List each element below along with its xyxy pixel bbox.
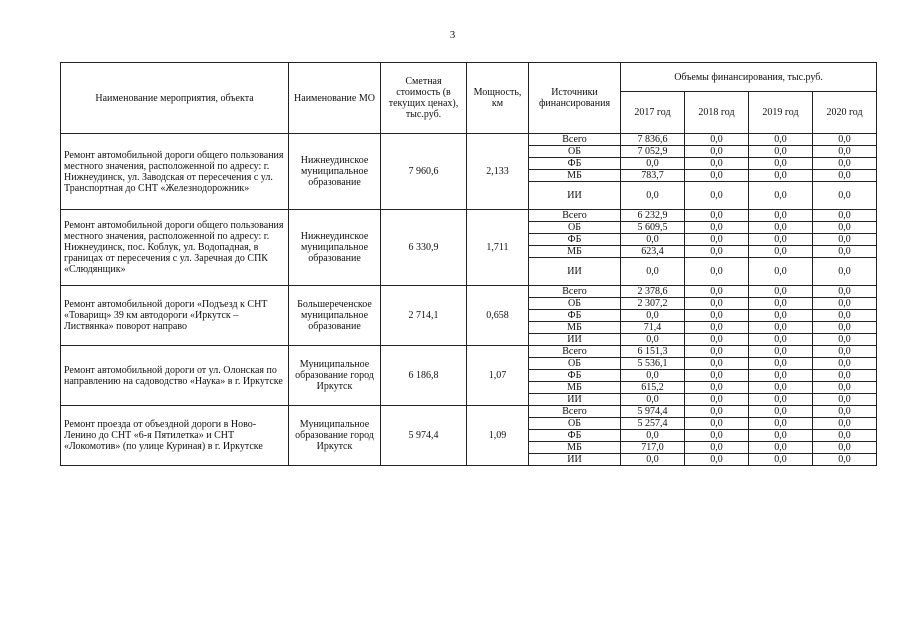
value-cell: 0,0 — [685, 210, 749, 222]
source-label-cell: ИИ — [529, 182, 621, 210]
value-cell: 2 378,6 — [621, 286, 685, 298]
value-cell: 0,0 — [749, 346, 813, 358]
value-cell: 0,0 — [813, 418, 877, 430]
value-cell: 0,0 — [813, 258, 877, 286]
value-cell: 0,0 — [749, 182, 813, 210]
source-label-cell: ФБ — [529, 158, 621, 170]
header-mo: Наименование МО — [289, 63, 381, 134]
value-cell: 0,0 — [749, 382, 813, 394]
value-cell: 0,0 — [749, 358, 813, 370]
value-cell: 0,0 — [813, 442, 877, 454]
value-cell: 0,0 — [813, 210, 877, 222]
value-cell: 0,0 — [749, 146, 813, 158]
source-label-cell: Всего — [529, 406, 621, 418]
value-cell: 0,0 — [621, 158, 685, 170]
value-cell: 0,0 — [685, 454, 749, 466]
value-cell: 717,0 — [621, 442, 685, 454]
source-label-cell: ИИ — [529, 394, 621, 406]
header-cost: Сметная стоимость (в текущих ценах), тыс.руб. — [381, 63, 467, 134]
value-cell: 7 052,9 — [621, 146, 685, 158]
mo-cell: Нижнеудинское муниципальное образование — [289, 134, 381, 210]
value-cell: 0,0 — [621, 370, 685, 382]
value-cell: 623,4 — [621, 246, 685, 258]
value-cell: 0,0 — [685, 406, 749, 418]
value-cell: 0,0 — [749, 454, 813, 466]
value-cell: 0,0 — [685, 346, 749, 358]
value-cell: 0,0 — [749, 394, 813, 406]
source-label-cell: Всего — [529, 210, 621, 222]
value-cell: 0,0 — [749, 298, 813, 310]
value-cell: 0,0 — [685, 358, 749, 370]
header-sources: Источники финансирования — [529, 63, 621, 134]
value-cell: 0,0 — [685, 158, 749, 170]
value-cell: 0,0 — [685, 430, 749, 442]
value-cell: 0,0 — [813, 454, 877, 466]
value-cell: 0,0 — [685, 310, 749, 322]
value-cell: 0,0 — [749, 334, 813, 346]
table-row — [61, 406, 877, 418]
source-label-cell: ОБ — [529, 358, 621, 370]
header-object-name: Наименование мероприятия, объекта — [61, 63, 289, 134]
value-cell: 0,0 — [749, 158, 813, 170]
mo-cell: Муниципальное образование город Иркутск — [289, 406, 381, 466]
source-label-cell: ИИ — [529, 258, 621, 286]
value-cell: 5 974,4 — [621, 406, 685, 418]
cost-cell: 6 330,9 — [381, 210, 467, 286]
value-cell: 0,0 — [813, 382, 877, 394]
value-cell: 0,0 — [685, 298, 749, 310]
value-cell: 0,0 — [813, 430, 877, 442]
table-row — [61, 134, 877, 146]
mo-cell: Большереченское муниципальное образование — [289, 286, 381, 346]
value-cell: 0,0 — [749, 246, 813, 258]
value-cell: 0,0 — [813, 134, 877, 146]
value-cell: 0,0 — [621, 182, 685, 210]
value-cell: 0,0 — [813, 298, 877, 310]
object-name-cell: Ремонт автомобильной дороги «Подъезд к СНТ «Товарищ» 39 км автодороги «Иркутск – Листвянка» поворот направо — [61, 286, 289, 346]
value-cell: 0,0 — [749, 310, 813, 322]
header-year-2019: 2019 год — [749, 92, 813, 134]
source-label-cell: ИИ — [529, 334, 621, 346]
value-cell: 0,0 — [813, 146, 877, 158]
value-cell: 0,0 — [749, 210, 813, 222]
value-cell: 0,0 — [685, 246, 749, 258]
source-label-cell: Всего — [529, 346, 621, 358]
value-cell: 0,0 — [621, 430, 685, 442]
power-cell: 1,711 — [467, 210, 529, 286]
source-label-cell: ФБ — [529, 370, 621, 382]
value-cell: 0,0 — [749, 430, 813, 442]
header-year-2020: 2020 год — [813, 92, 877, 134]
value-cell: 0,0 — [813, 158, 877, 170]
value-cell: 0,0 — [749, 442, 813, 454]
value-cell: 0,0 — [685, 394, 749, 406]
value-cell: 0,0 — [685, 182, 749, 210]
object-name-cell: Ремонт автомобильной дороги общего пользования местного значения, расположенной по адресу: г. Нижнеудинск, пос. Коблук, ул. Водопадная, в границах от пересечения с ул. Заречная до СПК «Слюдянщик» — [61, 210, 289, 286]
mo-cell: Муниципальное образование город Иркутск — [289, 346, 381, 406]
source-label-cell: МБ — [529, 322, 621, 334]
value-cell: 0,0 — [685, 134, 749, 146]
value-cell: 0,0 — [813, 286, 877, 298]
value-cell: 0,0 — [621, 258, 685, 286]
page-number: 3 — [449, 29, 456, 41]
source-label-cell: ОБ — [529, 298, 621, 310]
value-cell: 0,0 — [813, 346, 877, 358]
value-cell: 0,0 — [813, 322, 877, 334]
value-cell: 0,0 — [813, 310, 877, 322]
value-cell: 0,0 — [621, 310, 685, 322]
value-cell: 0,0 — [685, 322, 749, 334]
value-cell: 0,0 — [813, 394, 877, 406]
value-cell: 0,0 — [685, 146, 749, 158]
cost-cell: 7 960,6 — [381, 134, 467, 210]
value-cell: 7 836,6 — [621, 134, 685, 146]
value-cell: 0,0 — [685, 170, 749, 182]
value-cell: 0,0 — [685, 418, 749, 430]
cost-cell: 2 714,1 — [381, 286, 467, 346]
source-label-cell: МБ — [529, 246, 621, 258]
value-cell: 0,0 — [749, 258, 813, 286]
value-cell: 0,0 — [813, 222, 877, 234]
value-cell: 0,0 — [813, 358, 877, 370]
value-cell: 0,0 — [749, 418, 813, 430]
value-cell: 5 536,1 — [621, 358, 685, 370]
header-year-2017: 2017 год — [621, 92, 685, 134]
object-name-cell: Ремонт автомобильной дороги общего пользования местного значения, расположенной по адресу: г. Нижнеудинск, ул. Заводская от пересечения с ул. Транспортная до СНТ «Железнодорожник» — [61, 134, 289, 210]
table-row — [61, 210, 877, 222]
source-label-cell: ОБ — [529, 222, 621, 234]
value-cell: 0,0 — [685, 222, 749, 234]
value-cell: 0,0 — [813, 234, 877, 246]
header-volumes: Объемы финансирования, тыс.руб. — [621, 63, 877, 92]
source-label-cell: ФБ — [529, 310, 621, 322]
value-cell: 0,0 — [749, 134, 813, 146]
mo-cell: Нижнеудинское муниципальное образование — [289, 210, 381, 286]
financing-table — [60, 62, 877, 466]
value-cell: 0,0 — [749, 370, 813, 382]
value-cell: 0,0 — [749, 170, 813, 182]
value-cell: 0,0 — [621, 234, 685, 246]
value-cell: 0,0 — [749, 406, 813, 418]
value-cell: 0,0 — [813, 246, 877, 258]
source-label-cell: ОБ — [529, 146, 621, 158]
value-cell: 71,4 — [621, 322, 685, 334]
value-cell: 0,0 — [749, 234, 813, 246]
value-cell: 6 232,9 — [621, 210, 685, 222]
value-cell: 0,0 — [749, 286, 813, 298]
header-power: Мощность, км — [467, 63, 529, 134]
value-cell: 0,0 — [685, 442, 749, 454]
cost-cell: 5 974,4 — [381, 406, 467, 466]
source-label-cell: Всего — [529, 286, 621, 298]
value-cell: 6 151,3 — [621, 346, 685, 358]
value-cell: 0,0 — [685, 286, 749, 298]
power-cell: 0,658 — [467, 286, 529, 346]
source-label-cell: МБ — [529, 442, 621, 454]
table-body — [61, 134, 877, 466]
table-row — [61, 346, 877, 358]
source-label-cell: ОБ — [529, 418, 621, 430]
source-label-cell: ФБ — [529, 234, 621, 246]
value-cell: 0,0 — [813, 170, 877, 182]
source-label-cell: ИИ — [529, 454, 621, 466]
value-cell: 0,0 — [621, 394, 685, 406]
value-cell: 783,7 — [621, 170, 685, 182]
value-cell: 0,0 — [685, 382, 749, 394]
value-cell: 5 257,4 — [621, 418, 685, 430]
header-year-2018: 2018 год — [685, 92, 749, 134]
value-cell: 0,0 — [813, 370, 877, 382]
value-cell: 0,0 — [685, 334, 749, 346]
value-cell: 2 307,2 — [621, 298, 685, 310]
value-cell: 0,0 — [685, 234, 749, 246]
value-cell: 0,0 — [685, 258, 749, 286]
power-cell: 1,07 — [467, 346, 529, 406]
value-cell: 0,0 — [621, 454, 685, 466]
value-cell: 0,0 — [621, 334, 685, 346]
power-cell: 2,133 — [467, 134, 529, 210]
value-cell: 0,0 — [813, 182, 877, 210]
object-name-cell: Ремонт автомобильной дороги от ул. Олонская по направлению на садоводство «Наука» в г. Иркутске — [61, 346, 289, 406]
power-cell: 1,09 — [467, 406, 529, 466]
source-label-cell: МБ — [529, 170, 621, 182]
value-cell: 0,0 — [749, 222, 813, 234]
value-cell: 615,2 — [621, 382, 685, 394]
value-cell: 0,0 — [813, 406, 877, 418]
value-cell: 0,0 — [749, 322, 813, 334]
value-cell: 5 609,5 — [621, 222, 685, 234]
source-label-cell: МБ — [529, 382, 621, 394]
value-cell: 0,0 — [813, 334, 877, 346]
value-cell: 0,0 — [685, 370, 749, 382]
table-row — [61, 286, 877, 298]
cost-cell: 6 186,8 — [381, 346, 467, 406]
source-label-cell: Всего — [529, 134, 621, 146]
object-name-cell: Ремонт проезда от объездной дороги в Ново-Ленино до СНТ «6-я Пятилетка» и СНТ «Локомотив» (по улице Куриная) в г. Иркутске — [61, 406, 289, 466]
source-label-cell: ФБ — [529, 430, 621, 442]
